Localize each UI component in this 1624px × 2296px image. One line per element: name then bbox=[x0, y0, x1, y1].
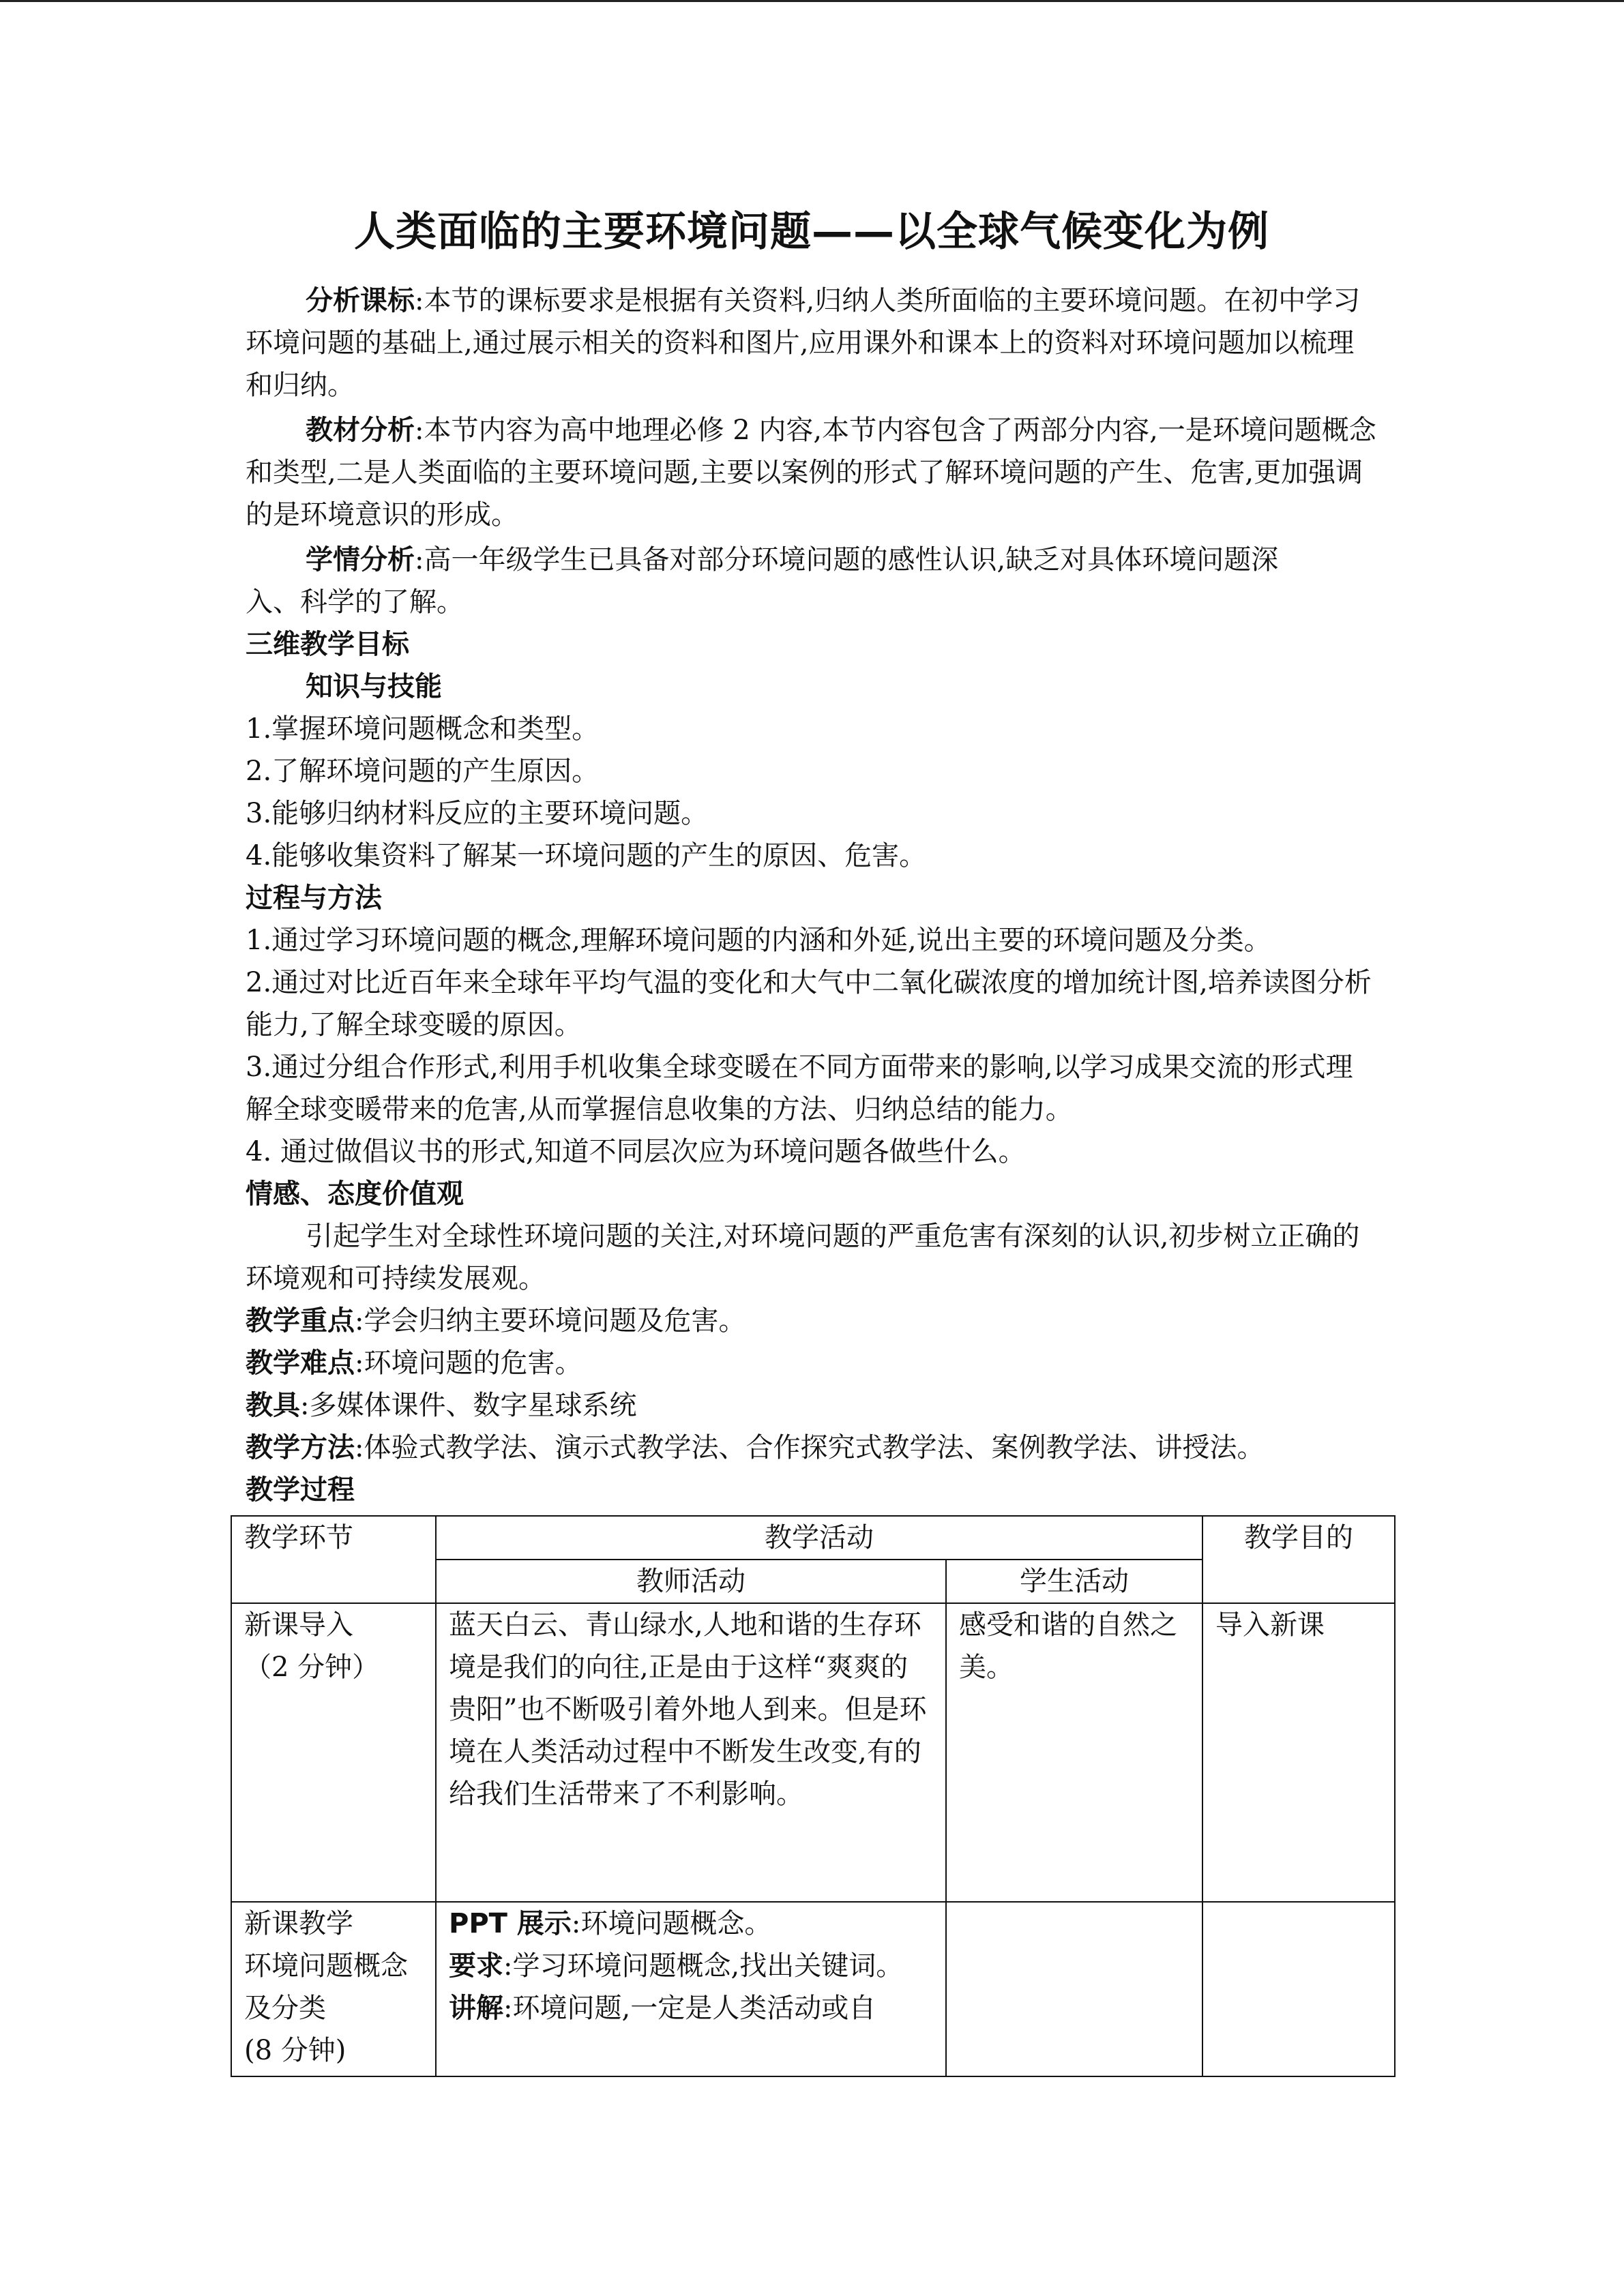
stage-line: 新课教学 bbox=[244, 1908, 353, 1939]
process-item: 4. 通过做倡议书的形式,知道不同层次应为环境问题各做些什么。 bbox=[246, 1136, 1026, 1167]
label-separator: : bbox=[415, 285, 424, 316]
header-goal: 教学目的 bbox=[1202, 1516, 1395, 1603]
textbook-analysis-text: 本节内容为高中地理必修 2 内容,本节内容包含了两部分内容,一是环境问题概念和类型,二是人类面临的主要环境问题,主要以案例的形式了解环境问题的产生、危害,更加强调的是环境意识的形成。 bbox=[246, 415, 1376, 531]
teaching-aids-label: 教具 bbox=[246, 1390, 300, 1421]
emotion-heading: 情感、态度价值观 bbox=[246, 1178, 464, 1210]
teaching-method-text: 体验式教学法、演示式教学法、合作探究式教学法、案例教学法、讲授法。 bbox=[364, 1432, 1265, 1463]
teacher-activity-item bbox=[449, 1945, 933, 1987]
curriculum-analysis-paragraph bbox=[246, 280, 1378, 406]
item-label: PPT 展示 bbox=[449, 1908, 572, 1939]
teaching-method-line bbox=[246, 1427, 1378, 1469]
label-separator: : bbox=[355, 1305, 364, 1337]
curriculum-analysis-text: 本节的课标要求是根据有关资料,归纳人类所面临的主要环境问题。在初中学习环境问题的基础上,通过展示相关的资料和图片,应用课外和课本上的资料对环境问题加以梳理和归纳。 bbox=[246, 285, 1361, 401]
label-separator: : bbox=[571, 1908, 581, 1939]
difficulty-line bbox=[246, 1342, 1378, 1384]
key-point-label: 教学重点 bbox=[246, 1305, 355, 1337]
teacher-activity-cell bbox=[436, 1603, 946, 1902]
process-item: 2.通过对比近百年来全球年平均气温的变化和大气中二氧化碳浓度的增加统计图,培养读图分析能力,了解全球变暖的原因。 bbox=[246, 967, 1372, 1041]
table-row bbox=[231, 1902, 1395, 2076]
emotion-text: 引起学生对全球性环境问题的关注,对环境问题的严重危害有深刻的认识,初步树立正确的环境观和可持续发展观。 bbox=[246, 1221, 1360, 1294]
student-analysis-paragraph bbox=[246, 539, 1378, 623]
textbook-analysis-paragraph bbox=[246, 409, 1378, 536]
stage-line: 环境问题概念 bbox=[244, 1950, 408, 1982]
item-label: 讲解 bbox=[449, 1993, 503, 2024]
label-separator: : bbox=[415, 415, 424, 446]
header-student: 学生活动 bbox=[946, 1560, 1202, 1603]
goal-text: 导入新课 bbox=[1215, 1609, 1325, 1641]
label-separator: : bbox=[355, 1432, 364, 1463]
difficulty-label: 教学难点 bbox=[246, 1347, 355, 1379]
teaching-aids-line bbox=[246, 1384, 1378, 1427]
goals-heading: 三维教学目标 bbox=[246, 629, 409, 660]
teacher-activity-item bbox=[449, 1903, 933, 1945]
teaching-aids-text: 多媒体课件、数字星球系统 bbox=[309, 1390, 637, 1421]
label-separator: : bbox=[415, 544, 424, 576]
goal-cell bbox=[1202, 1902, 1395, 2076]
header-activity: 教学活动 bbox=[436, 1516, 1202, 1560]
knowledge-heading: 知识与技能 bbox=[306, 671, 442, 702]
item-text: 学习环境问题概念,找出关键词。 bbox=[512, 1950, 904, 1982]
label-separator: : bbox=[300, 1390, 310, 1421]
document-title: 人类面临的主要环境问题——以全球气候变化为例 bbox=[354, 208, 1269, 256]
stage-cell bbox=[231, 1902, 436, 2076]
student-activity-text: 感受和谐的自然之美。 bbox=[959, 1609, 1177, 1683]
difficulty-text: 环境问题的危害。 bbox=[364, 1347, 582, 1379]
student-analysis-text: 高一年级学生已具备对部分环境问题的感性认识,缺乏对具体环境问题深入、科学的了解。 bbox=[246, 544, 1279, 618]
student-activity-cell bbox=[946, 1603, 1202, 1902]
item-label: 要求 bbox=[449, 1950, 503, 1982]
table-header-row bbox=[231, 1516, 1395, 1560]
key-point-line bbox=[246, 1300, 1378, 1342]
label-separator: : bbox=[503, 1993, 513, 2024]
teaching-process-table bbox=[231, 1515, 1396, 2077]
knowledge-item: 4.能够收集资料了解某一环境问题的产生的原因、危害。 bbox=[246, 840, 927, 871]
item-text: 环境问题,一定是人类活动或自 bbox=[512, 1993, 876, 2024]
stage-line: 新课导入 bbox=[244, 1609, 353, 1641]
knowledge-item: 2.了解环境问题的产生原因。 bbox=[246, 756, 600, 787]
stage-line: (8 分钟) bbox=[244, 2035, 346, 2066]
student-analysis-label: 学情分析 bbox=[306, 544, 415, 576]
document-body bbox=[246, 280, 1378, 1511]
teaching-method-label: 教学方法 bbox=[246, 1432, 355, 1463]
student-activity-cell bbox=[946, 1902, 1202, 2076]
knowledge-item: 1.掌握环境问题概念和类型。 bbox=[246, 713, 600, 745]
process-item: 3.通过分组合作形式,利用手机收集全球变暖在不同方面带来的影响,以学习成果交流的形式理解全球变暖带来的危害,从而掌握信息收集的方法、归纳总结的能力。 bbox=[246, 1052, 1353, 1125]
teacher-activity-text: 蓝天白云、青山绿水,人地和谐的生存环境是我们的向往,正是由于这样“爽爽的贵阳”也不断吸引着外地人到来。但是环境在人类活动过程中不断发生改变,有的给我们生活带来了不利影响。 bbox=[449, 1609, 927, 1810]
header-stage: 教学环节 bbox=[231, 1516, 436, 1603]
label-separator: : bbox=[355, 1347, 364, 1379]
goal-cell bbox=[1202, 1603, 1395, 1902]
key-point-text: 学会归纳主要环境问题及危害。 bbox=[364, 1305, 746, 1337]
process-item: 1.通过学习环境问题的概念,理解环境问题的内涵和外延,说出主要的环境问题及分类。 bbox=[246, 925, 1271, 956]
teacher-activity-cell bbox=[436, 1902, 946, 2076]
process-method-heading: 过程与方法 bbox=[246, 882, 382, 914]
textbook-analysis-label: 教材分析 bbox=[306, 415, 415, 446]
stage-line: 及分类 bbox=[244, 1993, 326, 2024]
item-text: 环境问题概念。 bbox=[580, 1908, 772, 1939]
header-teacher: 教师活动 bbox=[436, 1560, 946, 1603]
stage-cell bbox=[231, 1603, 436, 1902]
label-separator: : bbox=[503, 1950, 513, 1982]
knowledge-item: 3.能够归纳材料反应的主要环境问题。 bbox=[246, 798, 709, 829]
curriculum-analysis-label: 分析课标 bbox=[306, 285, 415, 316]
table-row bbox=[231, 1603, 1395, 1902]
teacher-activity-item bbox=[449, 1987, 933, 2029]
teaching-process-heading: 教学过程 bbox=[246, 1474, 355, 1506]
stage-line: （2 分钟） bbox=[244, 1652, 380, 1683]
